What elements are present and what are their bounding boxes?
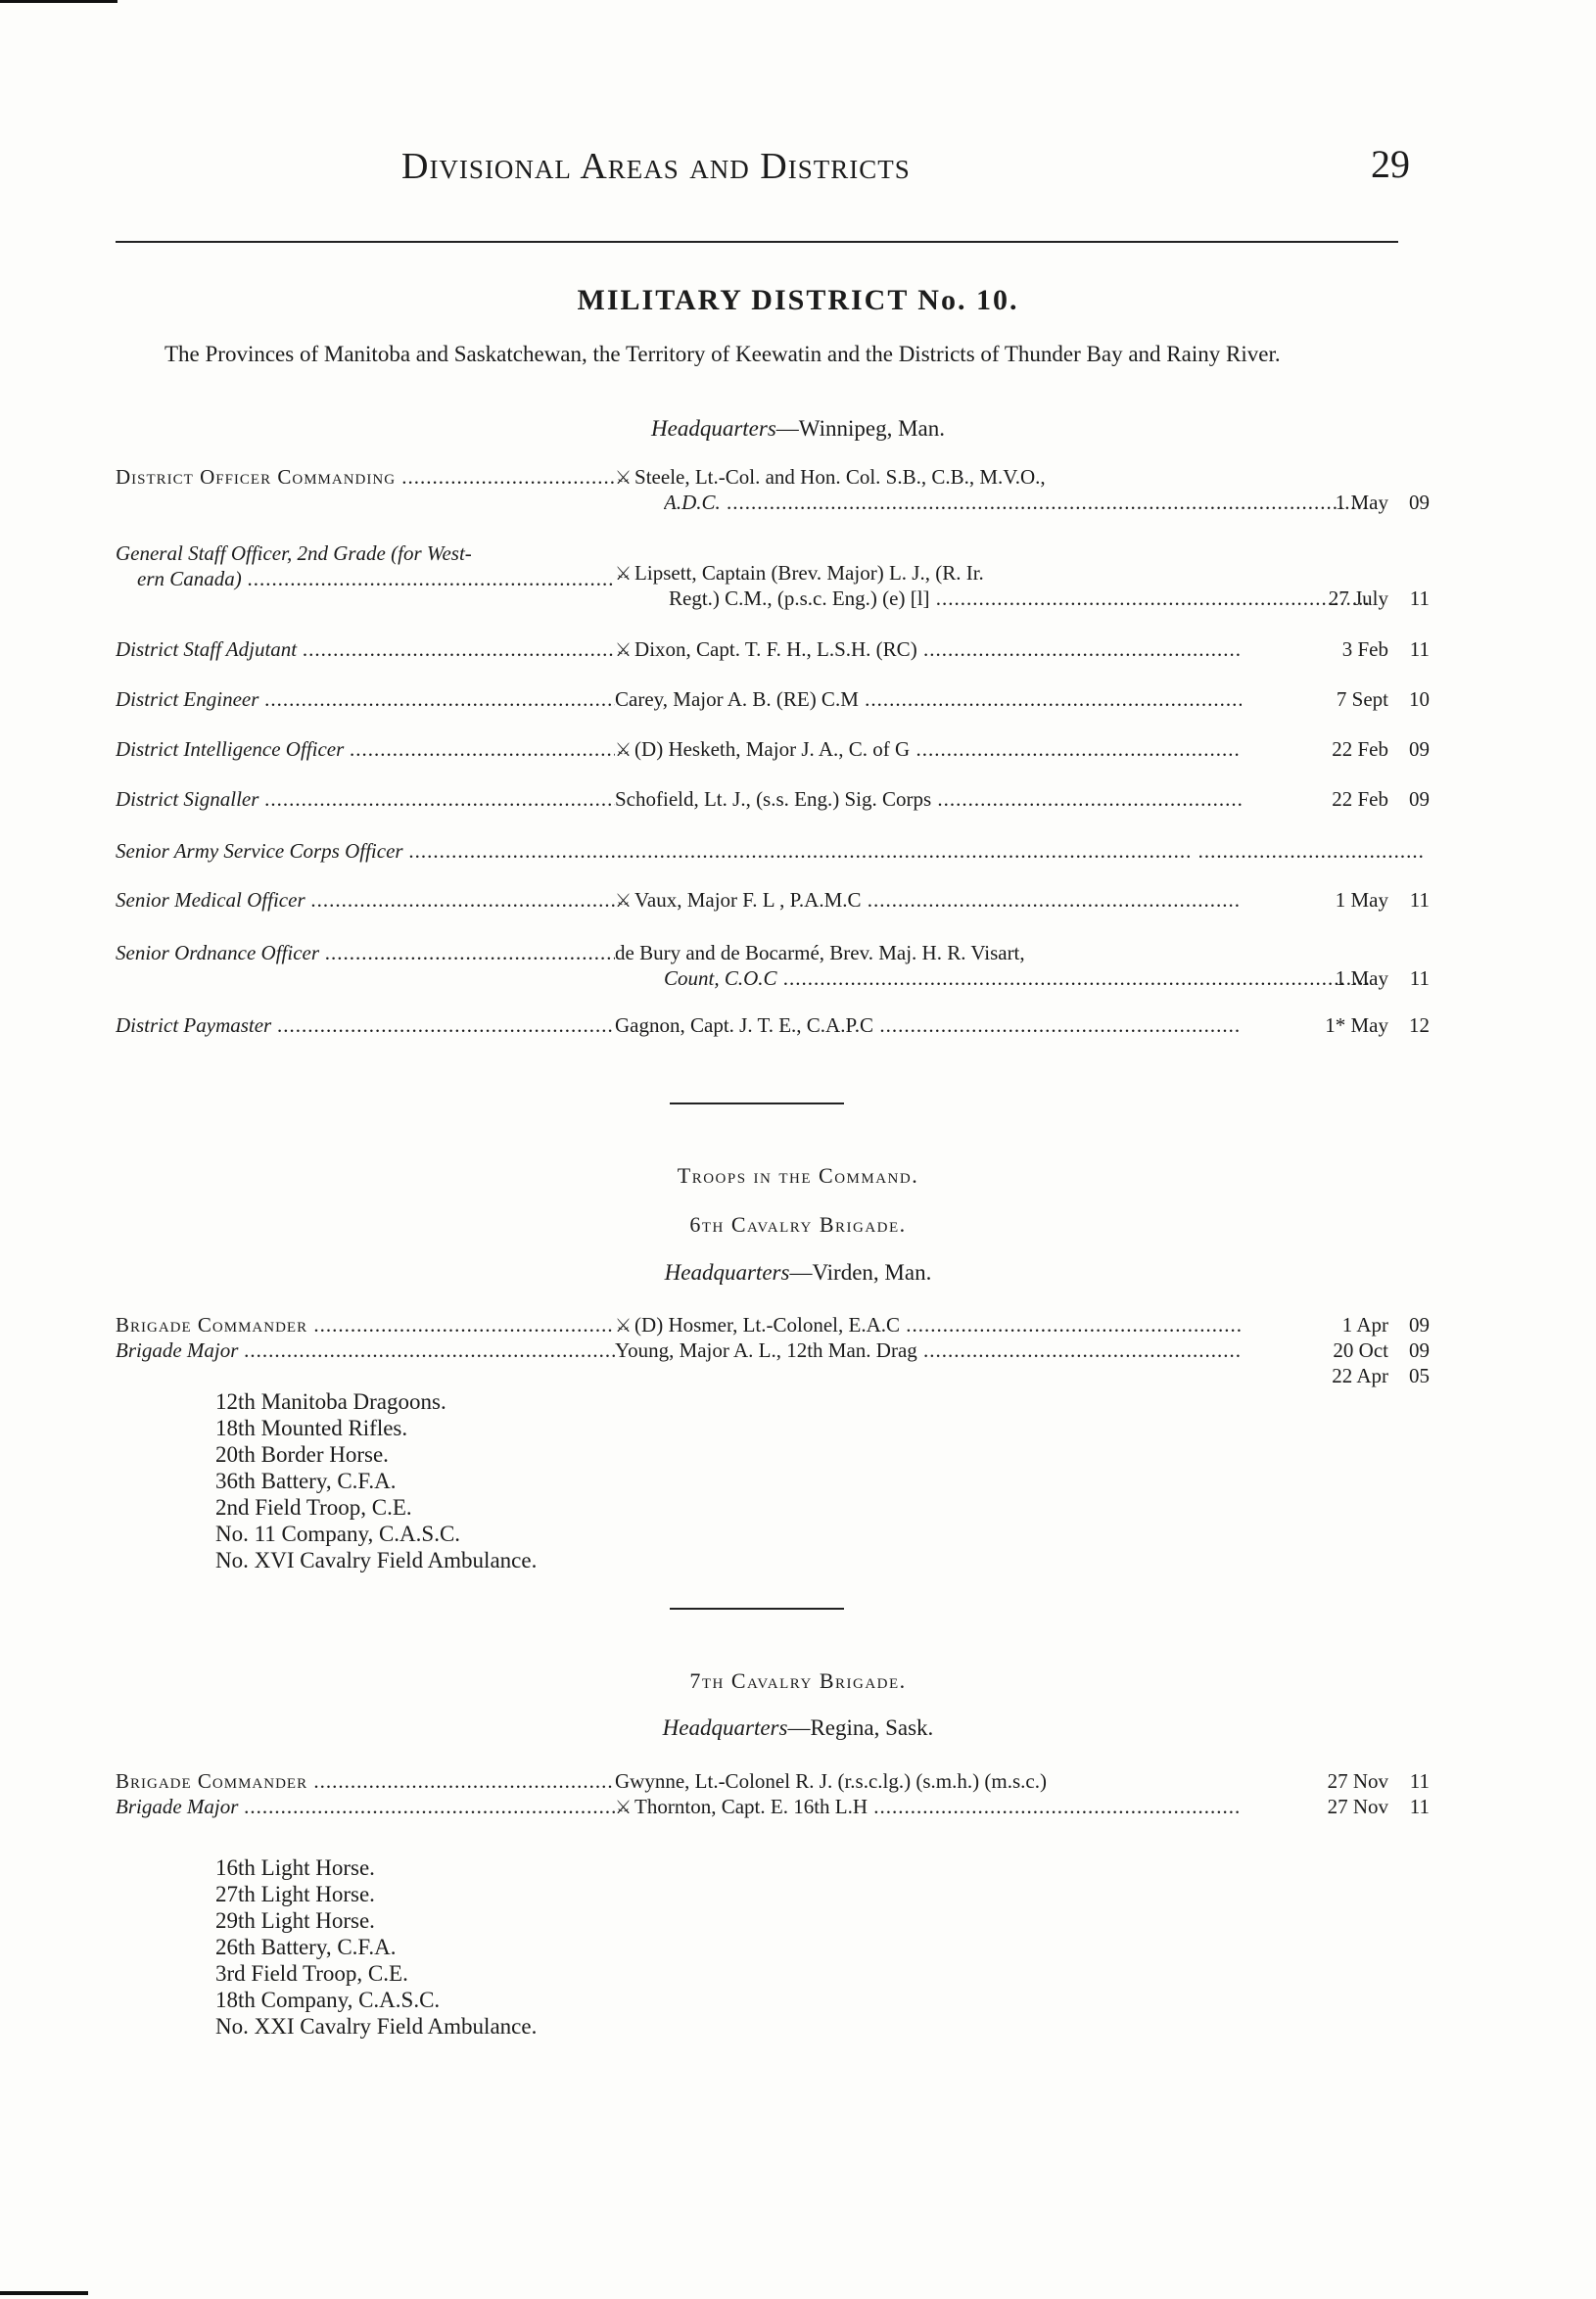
staff-date: 22 Feb [1332, 737, 1388, 761]
list-item: 18th Mounted Rifles. [215, 1416, 408, 1440]
hq-place: —Winnipeg, Man. [775, 416, 945, 441]
list-item: No. 11 Company, C.A.S.C. [215, 1522, 461, 1546]
crossed-swords-icon: ⚔ [615, 890, 633, 912]
staff-year: 05 [1409, 1364, 1430, 1387]
staff-label: Brigade Major ..... [116, 1337, 615, 1363]
staff-year: 09 [1409, 1313, 1430, 1337]
staff-year: 11 [1409, 586, 1430, 610]
staff-label: District Engineer ..... [116, 686, 615, 712]
brigade-major-row [116, 1337, 1428, 1388]
staff-value: ⚔ Thornton, Capt. E. 16th L.H ..... [615, 1794, 1242, 1820]
staff-label: Senior Ordnance Officer ..... [116, 940, 615, 965]
district-title: MILITARY DISTRICT No. 10. [577, 284, 1019, 316]
staff-date: 7 Sept [1336, 687, 1388, 711]
unit-list [215, 1854, 537, 2040]
staff-year: 12 [1409, 1013, 1430, 1037]
staff-date: 1 Apr [1341, 1313, 1388, 1337]
list-item: 27th Light Horse. [215, 1882, 375, 1906]
staff-label: General Staff Officer, 2nd Grade (for West- [116, 541, 472, 565]
section-divider [670, 1103, 844, 1104]
staff-label: District Officer Commanding ..... [116, 464, 615, 490]
district-headquarters [0, 416, 1596, 442]
staff-label: District Staff Adjutant ..... [116, 636, 615, 662]
staff-label: Brigade Commander ..... [116, 1768, 615, 1794]
staff-date: 3 Feb [1341, 637, 1388, 661]
list-item: 20th Border Horse. [215, 1442, 389, 1467]
staff-label-continued: ern Canada) ..... [137, 566, 615, 591]
staff-entry [116, 940, 1428, 991]
crossed-swords-icon: ⚔ [615, 1797, 633, 1818]
staff-value-continued: Regt.) C.M., (p.s.c. Eng.) (e) [l] ..... [669, 586, 1369, 611]
staff-year: 11 [1409, 1769, 1430, 1793]
list-item: No. XXI Cavalry Field Ambulance. [215, 2014, 538, 2039]
list-item: 26th Battery, C.F.A. [215, 1935, 397, 1959]
staff-label: District Intelligence Officer ..... [116, 736, 615, 762]
hq-label: Headquarters [662, 1715, 788, 1740]
staff-date: 1* May [1325, 1013, 1388, 1037]
staff-date: 27 Nov [1327, 1769, 1388, 1793]
brigade-headquarters [0, 1715, 1596, 1741]
staff-value: ⚔ Dixon, Capt. T. F. H., L.S.H. (RC) ..... [615, 636, 1242, 663]
staff-date: 22 Apr [1332, 1364, 1388, 1387]
staff-date: 1 May [1335, 966, 1388, 990]
list-item: 29th Light Horse. [215, 1908, 375, 1933]
staff-value: Young, Major A. L., 12th Man. Drag ..... [615, 1337, 1242, 1363]
staff-year: 11 [1409, 966, 1430, 990]
staff-label: Senior Medical Officer ..... [116, 887, 615, 913]
brigade-title: 6th Cavalry Brigade. [689, 1212, 907, 1237]
staff-date: 20 Oct [1333, 1338, 1388, 1362]
staff-value: ⚔ Lipsett, Captain (Brev. Major) L. J., (R. Ir. [615, 561, 984, 585]
staff-label: District Paymaster ..... [116, 1012, 615, 1038]
staff-value: Gwynne, Lt.-Colonel R. J. (r.s.c.lg.) (s.m.h.) (m.s.c.) [615, 1769, 1047, 1793]
staff-value-continued: Count, C.O.C ..... [664, 965, 1369, 991]
hq-label: Headquarters [651, 416, 776, 441]
staff-year: 11 [1409, 888, 1430, 912]
staff-year: 09 [1409, 491, 1430, 514]
staff-value: ⚔ Steele, Lt.-Col. and Hon. Col. S.B., C.B., M.V.O., [615, 465, 1046, 489]
staff-label: Brigade Commander ..... [116, 1312, 615, 1337]
list-item: 2nd Field Troop, C.E. [215, 1495, 412, 1520]
staff-value: Schofield, Lt. J., (s.s. Eng.) Sig. Corps ..... [615, 786, 1242, 812]
staff-date: 22 Feb [1332, 787, 1388, 811]
staff-value: ⚔ Vaux, Major F. L , P.A.M.C ..... [615, 887, 1242, 914]
crossed-swords-icon: ⚔ [615, 739, 633, 761]
running-title: Divisional Areas and Districts [401, 146, 911, 187]
list-item: 3rd Field Troop, C.E. [215, 1961, 408, 1986]
staff-year: 09 [1409, 1338, 1430, 1362]
staff-date: 27 July [1328, 586, 1388, 610]
staff-value: ⚔ (D) Hosmer, Lt.-Colonel, E.A.C ..... [615, 1312, 1242, 1338]
hq-place: —Virden, Man. [789, 1260, 932, 1285]
crossed-swords-icon: ⚔ [615, 1315, 633, 1337]
scan-edge-mark-top [0, 0, 117, 3]
list-item: 36th Battery, C.F.A. [215, 1469, 397, 1493]
staff-value: ⚔ (D) Hesketh, Major J. A., C. of G ..... [615, 736, 1242, 763]
staff-label: Brigade Major ..... [116, 1794, 615, 1819]
staff-entry [116, 540, 1430, 610]
crossed-swords-icon: ⚔ [615, 563, 633, 585]
staff-date: 1 May [1335, 888, 1388, 912]
section-divider [670, 1608, 844, 1610]
staff-date: 27 Nov [1327, 1795, 1388, 1818]
staff-year: 11 [1409, 1795, 1430, 1818]
list-item: 12th Manitoba Dragoons. [215, 1389, 446, 1414]
crossed-swords-icon: ⚔ [615, 467, 633, 489]
brigade-title: 7th Cavalry Brigade. [689, 1668, 907, 1693]
brigade-headquarters [0, 1260, 1596, 1286]
scan-edge-mark-bottom [0, 2291, 88, 2295]
list-item: 16th Light Horse. [215, 1855, 375, 1880]
staff-year: 10 [1409, 687, 1430, 711]
staff-value: de Bury and de Bocarmé, Brev. Maj. H. R. Visart, [615, 941, 1025, 964]
staff-year: 09 [1409, 787, 1430, 811]
hq-place: —Regina, Sask. [787, 1715, 934, 1740]
page-number: 29 [1371, 142, 1410, 186]
unit-list [215, 1388, 537, 1573]
staff-label: District Signaller ..... [116, 786, 615, 812]
crossed-swords-icon: ⚔ [615, 639, 633, 661]
staff-year: 11 [1409, 637, 1430, 661]
staff-label: Senior Army Service Corps Officer ..... ..... [116, 838, 1423, 864]
list-item: 18th Company, C.A.S.C. [215, 1988, 441, 2012]
hq-label: Headquarters [664, 1260, 790, 1285]
district-description: The Provinces of Manitoba and Saskatchewan, the Territory of Keewatin and the Districts of Thunder Bay and Rainy River. [164, 342, 1281, 366]
troops-heading: Troops in the Command. [677, 1163, 919, 1188]
staff-entry [116, 464, 1428, 515]
header-rule [116, 241, 1398, 243]
list-item: No. XVI Cavalry Field Ambulance. [215, 1548, 538, 1572]
staff-value: Carey, Major A. B. (RE) C.M ..... [615, 686, 1242, 712]
staff-value-continued: A.D.C. ..... [664, 490, 1369, 515]
staff-date: 1 May [1335, 491, 1388, 514]
staff-year: 09 [1409, 737, 1430, 761]
staff-value: Gagnon, Capt. J. T. E., C.A.P.C ..... [615, 1012, 1242, 1038]
